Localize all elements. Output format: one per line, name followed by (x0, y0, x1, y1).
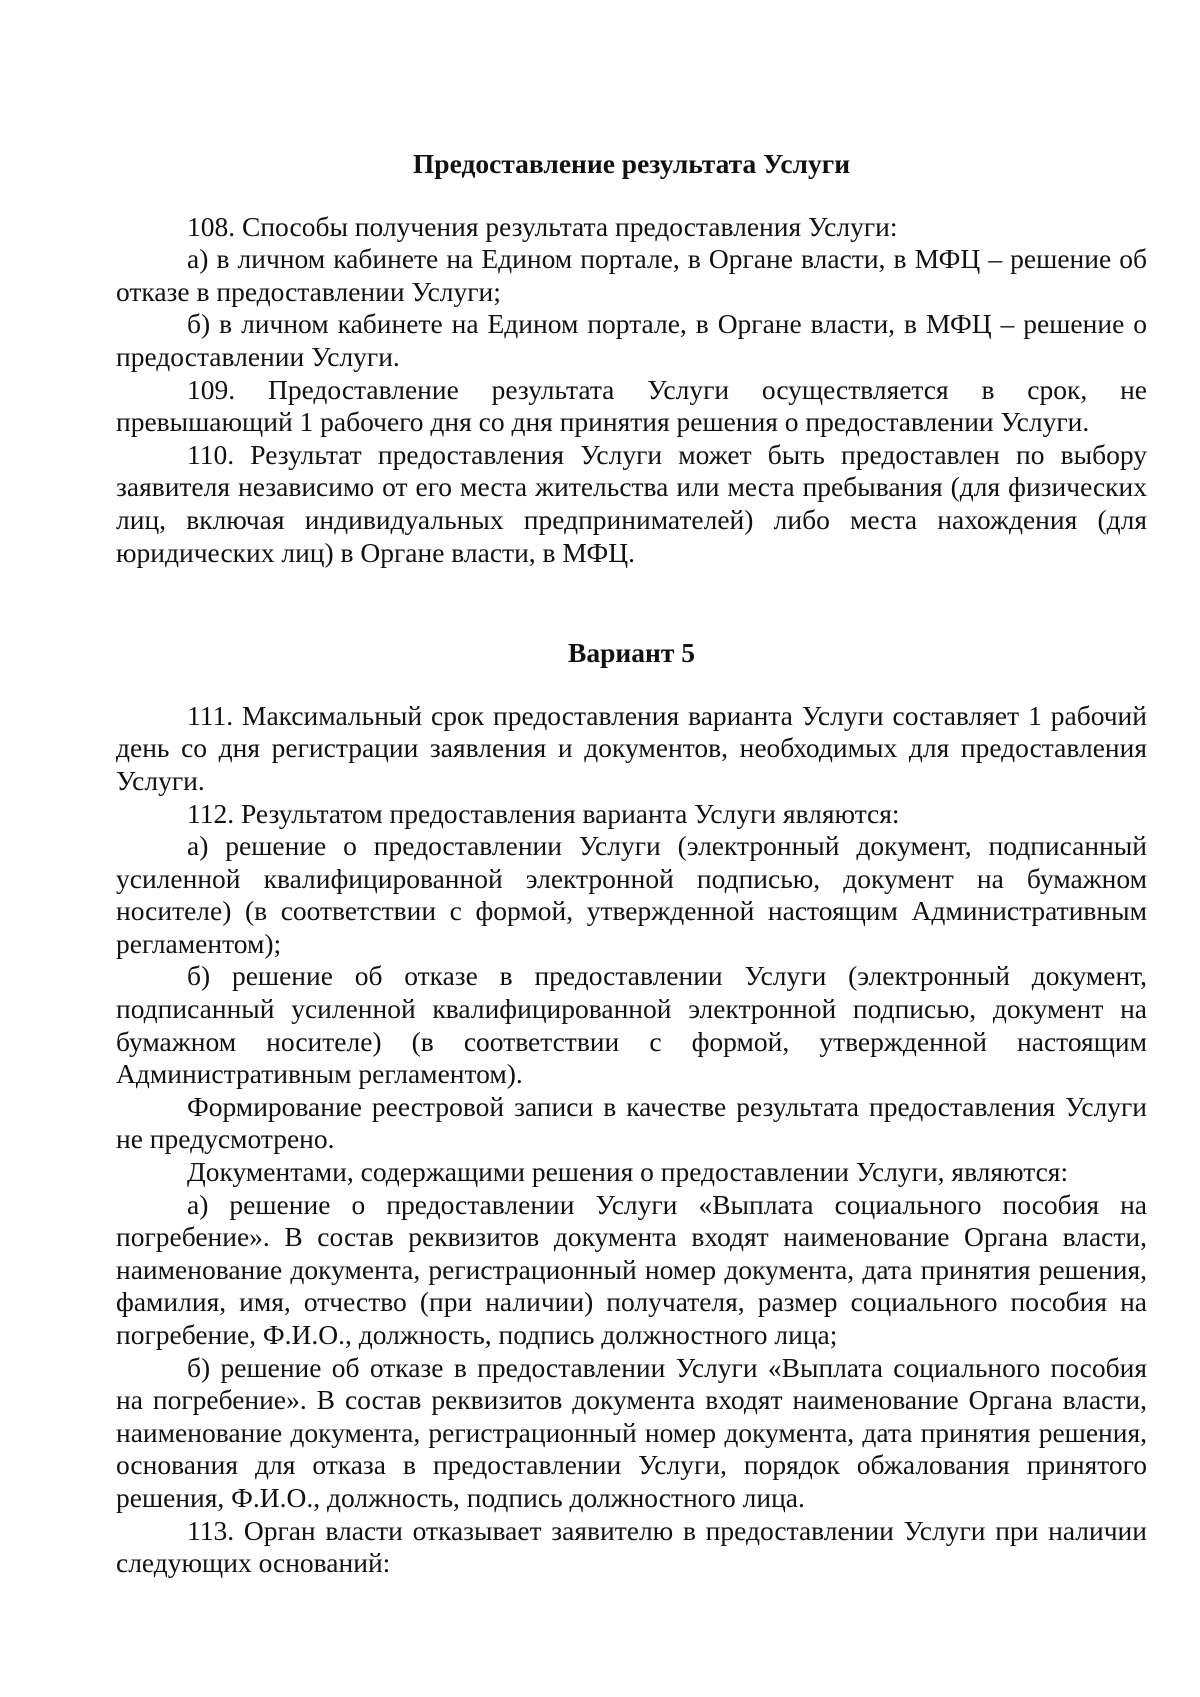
section-heading-result: Предоставление результата Услуги (412, 148, 851, 179)
paragraph-documents-b: б) решение об отказе в предоставлении Услуги «Выплата социального пособия на погребение». В состав реквизитов документа входят наименование Органа власти, наименование документа, регистрационный номер документа, дата принятия решения, основания для отказа в предоставлении Услуги, порядок обжалования принятого решения, Ф.И.О., должность, подпись должностного лица. (116, 1351, 1147, 1513)
paragraph-108: 108. Способы получения результата предоставления Услуги: (187, 210, 898, 242)
paragraph-documents: Документами, содержащими решения о предоставлении Услуги, являются: (187, 1156, 1069, 1188)
paragraph-registry-record: Формирование реестровой записи в качестве результата предоставления Услуги не предусмотрено. (116, 1090, 1147, 1155)
paragraph-109: 109. Предоставление результата Услуги осуществляется в срок, не превышающий 1 рабочего дня со дня принятия решения о предоставлении Услуги. (116, 373, 1147, 438)
paragraph-documents-a: а) решение о предоставлении Услуги «Выплата социального пособия на погребение». В состав реквизитов документа входят наименование Органа власти, наименование документа, регистрационный номер документа, дата принятия решения, фамилия, имя, отчество (при наличии) получателя, размер социального пособия на погребение, Ф.И.О., должность, подпись должностного лица; (116, 1188, 1147, 1350)
document-page (116, 148, 1147, 1580)
paragraph-112-b: б) решение об отказе в предоставлении Услуги (электронный документ, подписанный усиленной квалифицированной электронной подписью, документ на бумажном носителе) (в соответствии с формой, утвержденной настоящим Административным регламентом). (116, 960, 1147, 1090)
paragraph-110: 110. Результат предоставления Услуги может быть предоставлен по выбору заявителя независимо от его места жительства или места пребывания (для физических лиц, включая индивидуальных предпринимателей) либо места нахождения (для юридических лиц) в Органе власти, в МФЦ. (116, 438, 1147, 568)
paragraph-108-a: а) в личном кабинете на Едином портале, в Органе власти, в МФЦ – решение об отказе в предоставлении Услуги; (116, 243, 1147, 307)
paragraph-111: 111. Максимальный срок предоставления варианта Услуги составляет 1 рабочий день со дня регистрации заявления и документов, необходимых для предоставления Услуги. (116, 699, 1147, 796)
paragraph-112-a: а) решение о предоставлении Услуги (электронный документ, подписанный усиленной квалифицированной электронной подписью, документ на бумажном носителе) (в соответствии с формой, утвержденной настоящим Административным регламентом); (116, 830, 1147, 959)
paragraph-112: 112. Результатом предоставления варианта Услуги являются: (187, 797, 900, 829)
paragraph-113: 113. Орган власти отказывает заявителю в предоставлении Услуги при наличии следующих оснований: (116, 1514, 1147, 1579)
section-heading-variant-5: Вариант 5 (568, 637, 695, 669)
paragraph-108-b: б) в личном кабинете на Едином портале, в Органе власти, в МФЦ – решение о предоставлении Услуги. (116, 308, 1147, 372)
